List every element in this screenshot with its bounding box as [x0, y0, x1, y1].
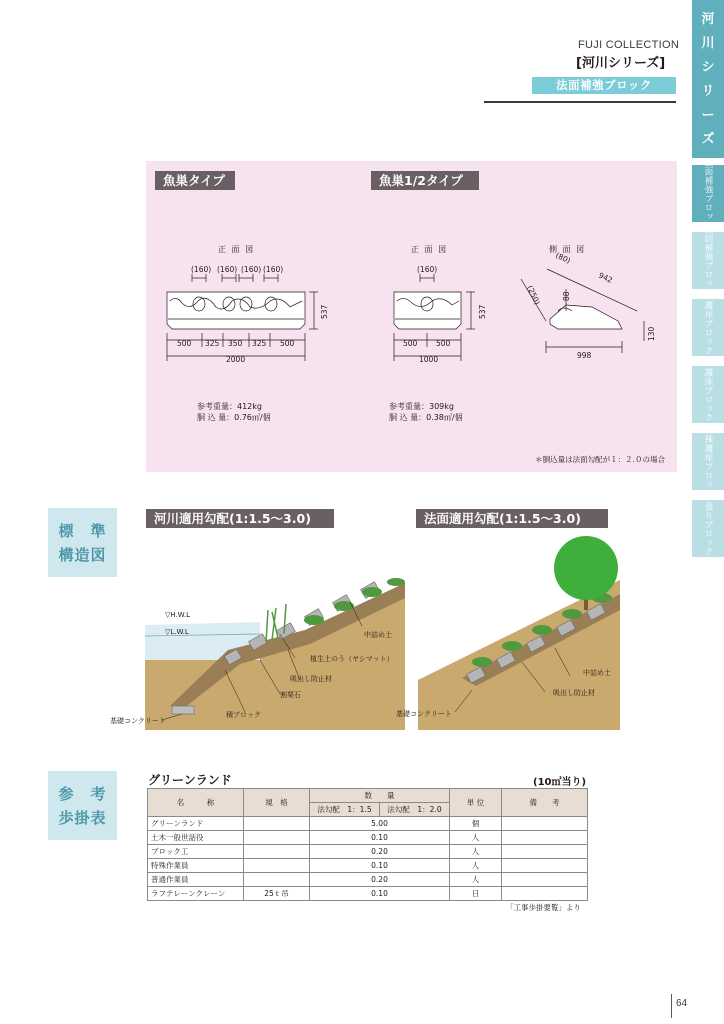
type-b-total-width: 1000 — [419, 355, 439, 364]
section-label-estimate: 参 考 歩掛表 — [48, 771, 117, 840]
tab-special-block[interactable] — [692, 425, 724, 498]
slope-gradient-title: 法面適用勾配(1:1.5～3.0) — [416, 509, 608, 528]
callout-block: 積ブロック — [226, 711, 261, 719]
type-a-fill: 胴 込 量：0.76㎥/個 — [197, 413, 271, 422]
side-dim: 130 — [647, 326, 656, 341]
product-drawings — [146, 161, 677, 472]
callout-fill-slope: 中詰め土 — [583, 669, 611, 677]
tab-river-series[interactable] — [692, 0, 724, 158]
type-b-title: 魚巣1/2タイプ — [371, 171, 479, 190]
tab-revetment-block[interactable] — [692, 299, 724, 356]
tab-label: 特殊護岸ブロック — [703, 425, 713, 498]
type-a-bottom-dim: 500 — [177, 339, 192, 348]
tab-label: 護岸ブロック — [703, 300, 713, 355]
table-row: 土木一般世話役 0.10 人 — [148, 831, 588, 845]
tab-bed-block[interactable] — [692, 366, 724, 423]
col-qty-a: 法勾配 1：1.5 — [310, 803, 380, 817]
type-a-title: 魚巣タイプ — [155, 171, 235, 190]
callout-fill-river: 中詰め土 — [364, 631, 392, 639]
tab-label: 根固補強ブロック — [703, 224, 713, 297]
table-row: 普通作業員 0.20 人 — [148, 873, 588, 887]
type-a-bottom-dim: 325 — [252, 339, 267, 348]
type-a-bottom-dim: 500 — [280, 339, 295, 348]
type-b-bottom-dim: 500 — [436, 339, 451, 348]
series-title: [河川シリーズ] — [576, 56, 666, 71]
type-b-height: 537 — [478, 304, 487, 319]
type-a-top-dim: (160) — [191, 265, 212, 274]
type-a-top-dim: (160) — [263, 265, 284, 274]
page-number: 64 — [676, 998, 688, 1009]
type-b-top-dim: (160) — [417, 265, 438, 274]
type-b-weight: 参考重量：309kg — [389, 402, 454, 411]
estimate-source: 「工事歩掛要覧」より — [506, 903, 581, 912]
side-dim: (80) — [554, 250, 572, 266]
type-a-bottom-dim: 325 — [205, 339, 220, 348]
callout-base-river: 基礎コンクリート — [110, 717, 166, 725]
type-a-top-dim: (160) — [241, 265, 262, 274]
side-dim: 998 — [577, 351, 592, 360]
tab-label: 法面補強ブロック — [703, 157, 713, 230]
type-a-bottom-dim: 350 — [228, 339, 243, 348]
collection-title: FUJI COLLECTION — [578, 39, 680, 51]
river-gradient-title: 河川適用勾配(1:1.5～3.0) — [146, 509, 334, 528]
col-name: 名 称 — [148, 789, 244, 817]
col-qty: 数 量 — [310, 789, 450, 803]
side-dim: (250) — [525, 284, 542, 307]
callout-hwl: ▽H.W.L — [165, 611, 190, 619]
table-row: 特殊作業員 0.10 人 — [148, 859, 588, 873]
type-a-view-label: 正 面 図 — [218, 245, 255, 254]
table-row: ブロック工 0.20 人 — [148, 845, 588, 859]
side-view-label: 側 面 図 — [549, 245, 586, 254]
col-unit: 単 位 — [450, 789, 502, 817]
type-a-total-width: 2000 — [226, 355, 246, 364]
callout-drain-river: 吸出し防止材 — [290, 675, 332, 683]
table-row: グリーンランド 5.00 個 — [148, 817, 588, 831]
tab-label: 張りブロック — [703, 501, 713, 556]
type-a-block — [167, 292, 305, 329]
tab-label: 護床ブロック — [703, 367, 713, 422]
fill-note: ＊胴込量は法面勾配が１：２.０の場合 — [535, 455, 665, 464]
callout-lwl: ▽L.W.L — [165, 628, 189, 636]
type-b-view-label: 正 面 図 — [411, 245, 448, 254]
type-b-block — [394, 292, 461, 329]
col-qty-b: 法勾配 1：2.0 — [380, 803, 450, 817]
type-a-top-dim: (160) — [217, 265, 238, 274]
estimate-table — [147, 788, 588, 901]
tab-lining-block[interactable] — [692, 500, 724, 557]
callout-drain-slope: 吸出し防止材 — [553, 689, 595, 697]
slope-diagram — [418, 536, 620, 730]
header-rule — [484, 101, 676, 103]
col-spec: 規 格 — [244, 789, 310, 817]
callout-mat: 植生土のう（ヤシマット） — [310, 655, 394, 663]
type-a-height: 537 — [320, 304, 329, 319]
callout-gravel: 割栗石 — [280, 691, 301, 699]
side-dim: 88 — [562, 291, 571, 301]
page-number-rule — [671, 994, 672, 1018]
section-label-structure: 標 準 構造図 — [48, 508, 117, 577]
product-panel — [146, 161, 677, 472]
estimate-unit-note: (10㎡当り) — [533, 777, 587, 788]
estimate-title: グリーンランド — [148, 773, 232, 787]
table-row: ラフテレーンクレーン 25ｔ吊 0.10 日 — [148, 887, 588, 901]
tab-root-block[interactable] — [692, 224, 724, 297]
type-a-weight: 参考重量：412kg — [197, 402, 262, 411]
tab-slope-block[interactable] — [692, 157, 724, 230]
side-dim: 942 — [597, 270, 614, 285]
col-remark: 備 考 — [502, 789, 588, 817]
callout-base-slope: 基礎コンクリート — [396, 710, 452, 718]
type-b-bottom-dim: 500 — [403, 339, 418, 348]
type-b-fill: 胴 込 量：0.38㎥/個 — [389, 413, 463, 422]
category-badge: 法面補強ブロック — [532, 77, 676, 94]
tab-river-series-label: 河 川 シ リ ー ズ — [701, 12, 715, 147]
